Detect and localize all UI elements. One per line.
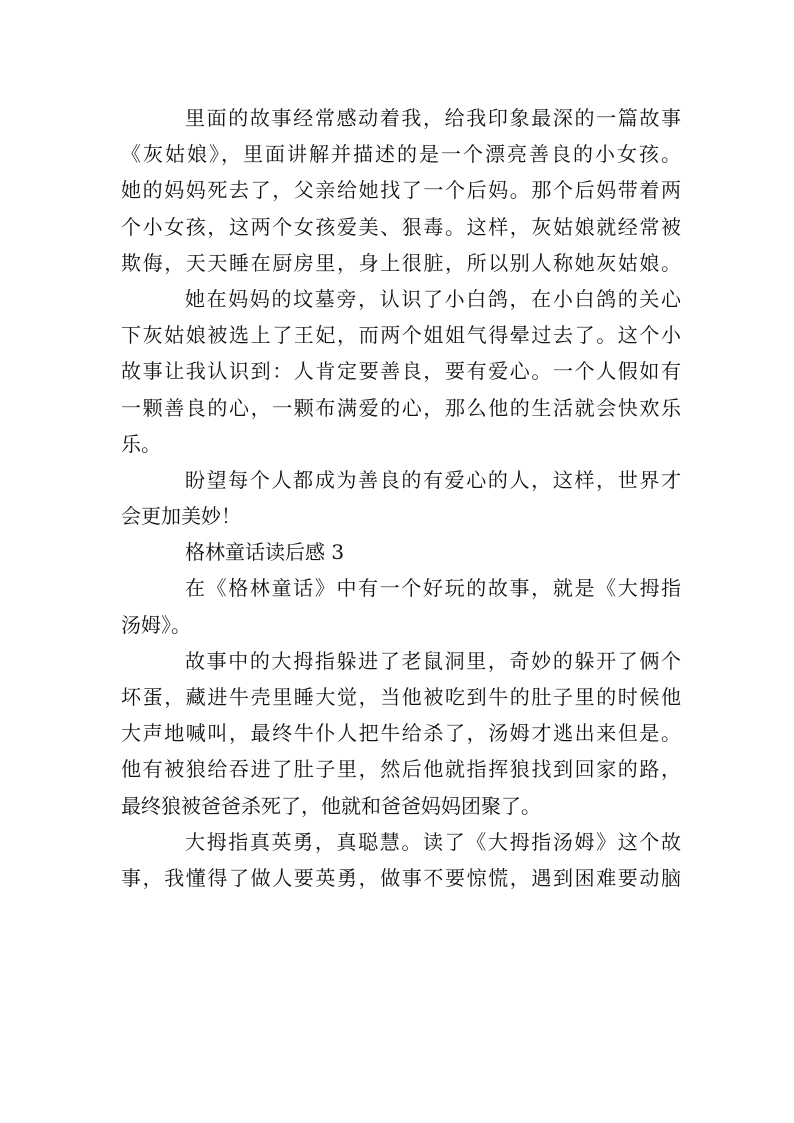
text-line: 在《格林童话》中有一个好玩的故事，就是《大拇指 (185, 576, 681, 601)
text-line: 个小女孩，这两个女孩爱美、狠毒。这样，灰姑娘就经常被 (121, 214, 681, 239)
text-line: 格林童话读后感 3 (185, 540, 345, 565)
text-line: 汤姆》。 (121, 612, 191, 637)
text-line: 大声地喊叫，最终牛仆人把牛给杀了，汤姆才逃出来但是。 (121, 721, 681, 746)
document-body (121, 100, 681, 896)
text-line: 事，我懂得了做人要英勇，做事不要惊慌，遇到困难要动脑 (121, 865, 681, 890)
text-line: 最终狼被爸爸杀死了，他就和爸爸妈妈团聚了。 (121, 793, 541, 818)
text-line: 欺侮，天天睡在厨房里，身上很脏，所以别人称她灰姑娘。 (121, 250, 681, 275)
text-line: 《灰姑娘》，里面讲解并描述的是一个漂亮善良的小女孩。 (121, 142, 681, 167)
text-line: 盼望每个人都成为善良的有爱心的人，这样，世界才 (185, 467, 681, 492)
text-line: 故事让我认识到：人肯定要善良，要有爱心。一个人假如有 (121, 359, 681, 384)
text-line: 他有被狼给吞进了肚子里，然后他就指挥狼找到回家的路， (121, 757, 681, 782)
text-line: 里面的故事经常感动着我，给我印象最深的一篇故事 (185, 106, 681, 130)
text-line: 会更加美妙！ (121, 504, 241, 529)
text-line: 乐。 (121, 431, 161, 456)
text-line: 故事中的大拇指躲进了老鼠洞里，奇妙的躲开了俩个 (185, 648, 681, 673)
text-line: 她的妈妈死去了，父亲给她找了一个后妈。那个后妈带着两 (121, 178, 681, 203)
text-line: 下灰姑娘被选上了王妃，而两个姐姐气得晕过去了。这个小 (121, 323, 681, 348)
text-line: 坏蛋，藏进牛壳里睡大觉，当他被吃到牛的肚子里的时候他 (121, 685, 681, 709)
text-line: 她在妈妈的坟墓旁，认识了小白鸽，在小白鸽的关心 (185, 286, 681, 311)
text-line: 一颗善良的心，一颗布满爱的心，那么他的生活就会快欢乐 (121, 395, 681, 420)
text-line: 大拇指真英勇，真聪慧。读了《大拇指汤姆》这个故 (185, 829, 681, 854)
